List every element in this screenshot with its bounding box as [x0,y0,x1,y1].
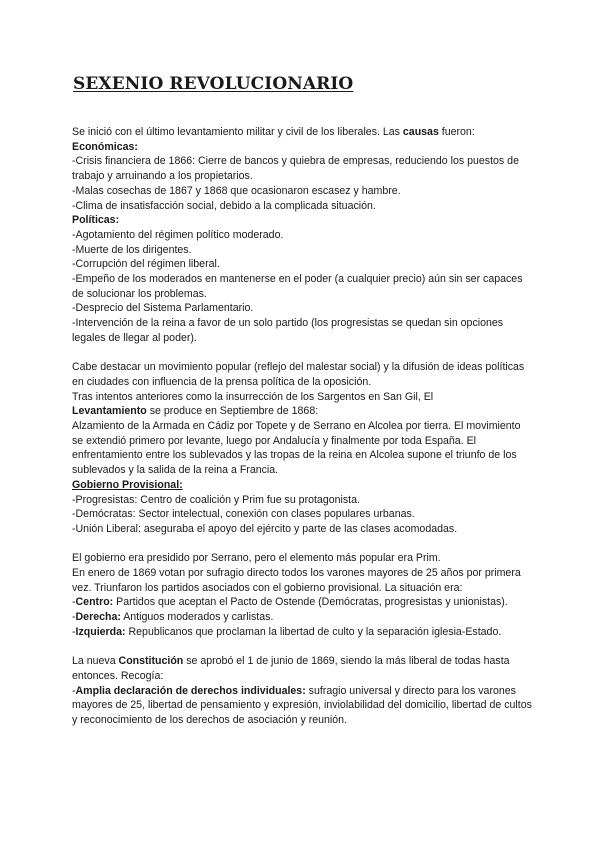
levantamiento-paragraph: Levantamiento se produce en Septiembre de 1868: [72,405,319,418]
constitucion-term: Constitución [118,655,184,668]
elecciones-paragraph: En enero de 1869 votan por sufragio directo todos los varones mayores de 25 años por primera vez. Triunfaron los partidos asociados con el gobierno provisional. La situación era: [72,567,521,594]
elecciones-paragraph: El gobierno era presidido por Serrano, pero el elemento más popular era Prim. [72,552,441,565]
constitucion-paragraph: La nueva Constitución se aprobó el 1 de junio de 1869, siendo la más liberal de todas hasta [72,655,510,668]
levantamiento-paragraph: Tras intentos anteriores como la insurrección de los Sargentos en San Gil, El [72,390,434,403]
economicas-item: -Malas cosechas de 1867 y 1868 que ocasionaron escasez y hambre. [72,184,401,197]
levantamiento-term: Levantamiento [72,405,147,418]
intro-paragraph [72,125,534,140]
constitucion-paragraph: entonces. Recogía: [72,669,164,682]
elecciones-group: -Izquierda: Republicanos que proclaman la libertad de culto y la separación iglesia-Estado. [72,625,502,638]
politicas-item: -Agotamiento del régimen político moderado. [72,228,284,241]
intro-bold: causas [402,126,439,138]
economicas-item: -Crisis financiera de 1866: Cierre de bancos y quiebra de empresas, reduciendo los puestos de trabajo y arruinando a los propietarios. [72,155,519,183]
politicas-item: -Muerte de los dirigentes. [72,243,192,256]
page-title: SEXENIO REVOLUCIONARIO [73,74,354,94]
document-body [72,125,534,728]
economicas-heading: Económicas: [72,140,138,153]
politicas-item: -Corrupción del régimen liberal. [72,258,220,271]
paragraph-gap [72,346,534,361]
paragraph-gap [72,640,534,655]
intro-after: fueron: [438,126,475,138]
elecciones-group: -Centro: Partidos que aceptan el Pacto de Ostende (Demócratas, progresistas y unionistas). [72,596,508,609]
levantamiento-paragraph: Alzamiento de la Armada en Cádiz por Topete y de Serrano en Alcolea por tierra. El movimiento se extendió primero por levante, luego por Andalucía y finalmente por toda España. El enfrentamiento entre los sublevados y las tropas de la reina en Alcolea supone el triunfo de los sublevados y la salida de la reina a Francia. [72,420,521,477]
gobierno-item: -Unión Liberal: asegurabа el apoyo del ejército y parte de las clases acomodadas. [72,522,458,535]
politicas-item: -Desprecio del Sistema Parlamentario. [72,302,254,315]
levantamiento-paragraph: Cabe destacar un movimiento popular (reflejo del malestar social) y la difusión de ideas políticas en ciudades con influencia de la prensa política de la oposición. [72,361,525,388]
gobierno-item: -Progresistas: Centro de coalición y Prim fue su protagonista. [72,493,360,506]
intro-text: Se inició con el último levantamiento militar y civil de los liberales. Las [72,126,403,138]
constitucion-item: -Amplia declaración de derechos individuales: sufragio universal y directo para los varones mayores de 25, libertad de pensamiento y expresión, inviolabilidad del domicilio, libertad de cultos y reconocimiento de los derechos de asociación y reunión. [72,684,532,727]
paragraph-gap [72,537,534,552]
politicas-item: -Intervención de la reina a favor de un solo partido (los progresistas se quedan sin opciones legales de llegar al poder). [72,317,504,344]
gobierno-item: -Demócratas: Sector intelectual, conexión con clases populares urbanas. [72,508,415,521]
economicas-item: -Clima de insatisfacción social, debido a la complicada situación. [72,199,376,212]
gobierno-heading: Gobierno Provisional: [72,478,183,491]
politicas-heading: Políticas: [72,214,120,227]
politicas-item: -Empeño de los moderados en mantenerse en el poder (a cualquier precio) aún sin ser capaces de solucionar los problemas. [72,273,523,300]
elecciones-group: -Derecha: Antiguos moderados y carlistas. [72,611,274,624]
